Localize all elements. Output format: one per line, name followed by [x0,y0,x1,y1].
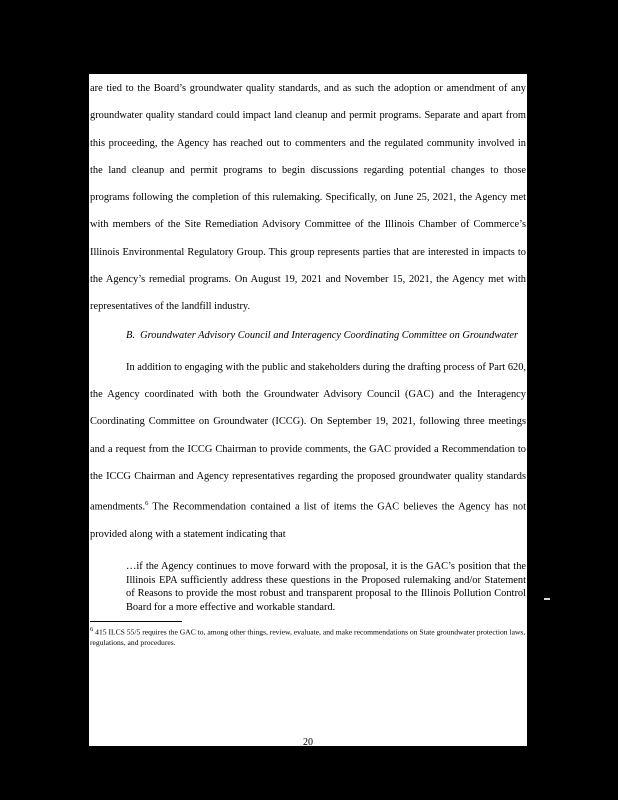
document-page [89,74,527,746]
body-paragraph-1: are tied to the Board’s groundwater quality standards, and as such the adoption or amendment of any groundwater quality standard could impact land cleanup and permit programs. Separate and apart from this proceeding, the Agency has reached out to commenters and the regulated community involved in the land cleanup and permit programs to begin discussions regarding potential changes to those programs following the completion of this rulemaking. Specifically, on June 25, 2021, the Agency met with members of the Site Remediation Advisory Committee of the Illinois Chamber of Commerce’s Illinois Environmental Regulatory Group. This group represents parties that are interested in impacts to the Agency’s remedial programs. On August 19, 2021 and November 15, 2021, the Agency met with representatives of the landfill industry. [90,83,526,313]
footnote-text: 415 ILCS 55/5 requires the GAC to, among other things, review, evaluate, and make recommendations on State groundwater protection laws, regulations, and procedures. [90,627,526,647]
block-quote: …if the Agency continues to move forward with the proposal, it is the GAC’s position that the Illinois EPA sufficiently address these questions in the Proposed rulemaking and/or Statement of Reasons to provide the most robust and transparent proposal to the Illinois Pollution Control Board for a more effective and workable standard. [126,561,526,613]
footnote [90,625,526,649]
footnote-separator [90,621,182,622]
paragraph-2-text: In addition to engaging with the public and stakeholders during the drafting process of Part 620, the Agency coordinated with both the Groundwater Advisory Council (GAC) and the Interagency Coordinating Committee on Groundwater (ICCG). On September 19, 2021, following three meetings and a request from the ICCG Chairman to provide comments, the GAC provided a Recommendation to the ICCG Chairman and Agency representatives regarding the proposed groundwater quality standards amendments. [90,361,526,513]
section-heading-b: B. Groundwater Advisory Council and Interagency Coordinating Committee on Groundwater [126,329,519,341]
page-number: 20 [303,737,313,748]
scan-artifact [544,598,550,600]
footnote-mark: 6 [90,625,94,633]
footnote-reference: 6 [145,500,149,508]
body-paragraph-2 [90,354,526,549]
paragraph-2-tail: The Recommendation contained a list of items the GAC believes the Agency has not provided along with a statement indicating that [90,501,526,540]
